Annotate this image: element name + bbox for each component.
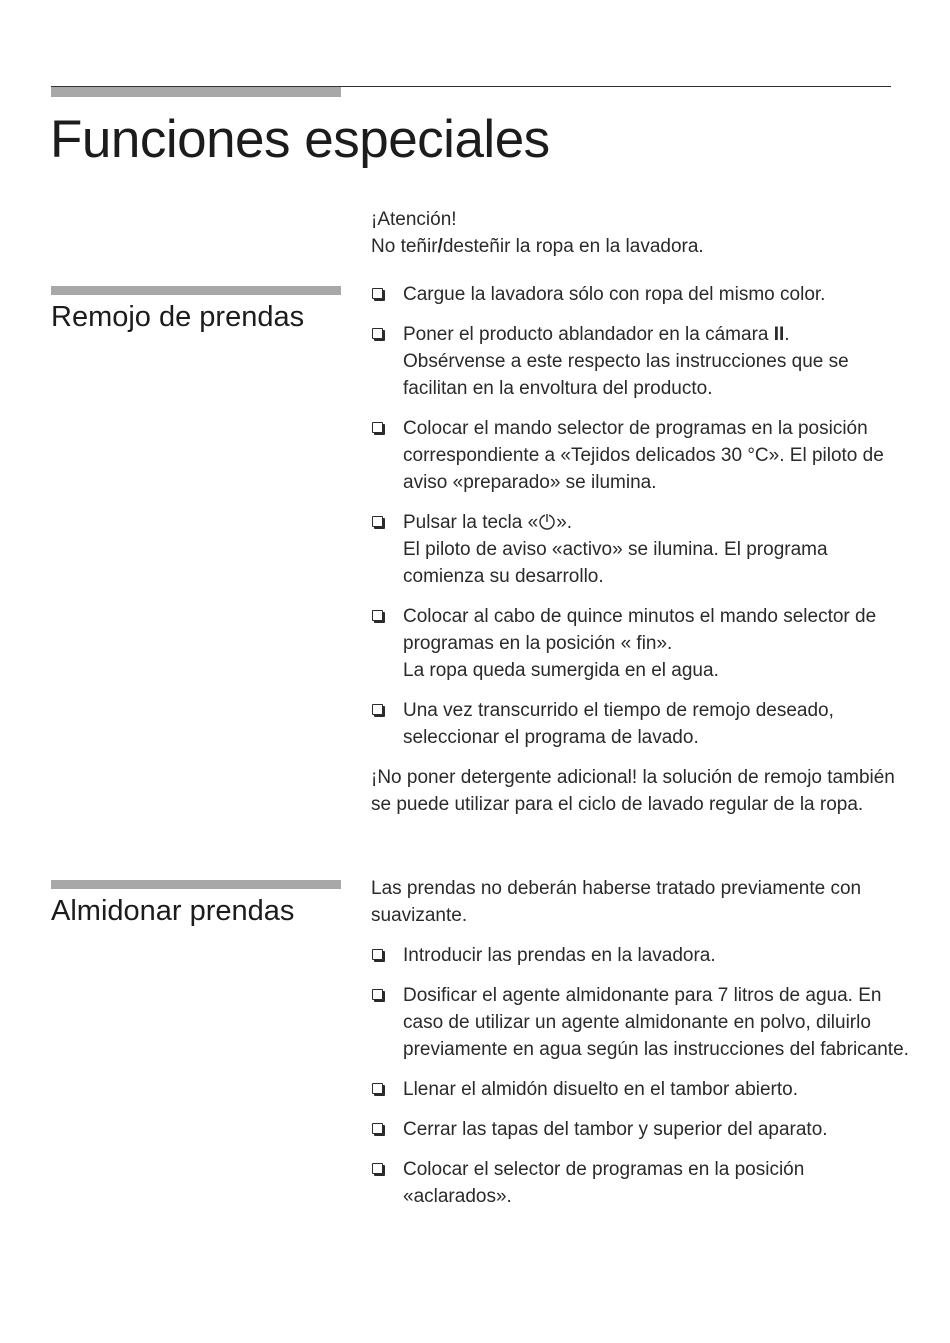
list-item [371,1116,911,1143]
list-item-text: Cerrar las tapas del tambor y superior del aparato. [403,1119,828,1140]
remojo-note: ¡No poner detergente adicional! la solución de remojo también se puede utilizar para el ciclo de lavado regular de la ropa. [371,767,895,815]
attention-text [371,233,911,260]
checkbox-bullet-icon [372,704,383,715]
attention-text-part: No teñir [371,236,438,257]
attention-title: ¡Atención! [371,209,457,230]
list-item [371,1076,911,1103]
checkbox-bullet-icon [372,516,383,527]
list-item [371,415,911,496]
section-heading-almidonar: Almidonar prendas [51,895,295,927]
list-item [371,982,911,1063]
list-item-text: Una vez transcurrido el tiempo de remojo deseado, seleccionar el programa de lavado. [403,700,834,748]
list-item-text: ». [556,512,573,533]
almidonar-content [371,875,911,1210]
list-item [371,1156,911,1210]
list-item [371,697,911,751]
list-item [371,281,911,308]
list-item-text: El piloto de aviso «activo» se ilumina. El programa comienza su desarrollo. [403,539,828,587]
section-bar-almidonar [51,880,341,889]
top-rule-accent [51,87,341,97]
list-item [371,321,911,402]
attention-text-part: desteñir la ropa en la lavadora. [442,236,704,257]
almidonar-steps [371,942,911,1210]
checkbox-bullet-icon [372,422,383,433]
section-heading-remojo: Remojo de prendas [51,301,305,333]
checkbox-bullet-icon [372,1123,383,1134]
list-item-text: Introducir las prendas en la lavadora. [403,945,716,966]
list-item-text: La ropa queda sumergida en el agua. [403,660,719,681]
list-item-text: Cargue la lavadora sólo con ropa del mismo color. [403,284,826,305]
attention-slash: / [437,236,443,257]
list-item-text: Colocar al cabo de quince minutos el mando selector de programas en la posición « fin». [403,606,877,654]
almidonar-intro: Las prendas no deberán haberse tratado previamente con suavizante. [371,878,862,926]
checkbox-bullet-icon [372,288,383,299]
list-item-text: Colocar el selector de programas en la posición «aclarados». [403,1159,805,1207]
checkbox-bullet-icon [372,949,383,960]
page-title: Funciones especiales [50,110,550,169]
attention-block [371,206,911,260]
list-item [371,509,911,590]
remojo-steps [371,281,911,751]
list-item-text: Llenar el almidón disuelto en el tambor abierto. [403,1079,799,1100]
list-item-text: Pulsar la tecla « [403,512,539,533]
chamber-number: II [773,324,785,345]
section-bar-remojo [51,286,341,295]
list-item [371,603,911,684]
checkbox-bullet-icon [372,328,383,339]
checkbox-bullet-icon [372,1083,383,1094]
list-item-text: Obsérvense a este respecto las instrucciones que se facilitan en la envoltura del producto. [403,351,849,399]
checkbox-bullet-icon [372,989,383,1000]
list-item [371,942,911,969]
checkbox-bullet-icon [372,1163,383,1174]
power-start-icon [538,512,556,530]
list-item-text: Dosificar el agente almidonante para 7 litros de agua. En caso de utilizar un agente almidonante en polvo, diluirlo previamente en agua según las instrucciones del fabricante. [403,985,909,1060]
checkbox-bullet-icon [372,610,383,621]
remojo-content [371,281,911,818]
list-item-text: Poner el producto ablandador en la cámara [403,324,774,345]
list-item-text: . [784,324,790,345]
list-item-text: Colocar el mando selector de programas en la posición correspondiente a «Tejidos delicados 30 °C». El piloto de aviso «preparado» se ilumina. [403,418,884,493]
